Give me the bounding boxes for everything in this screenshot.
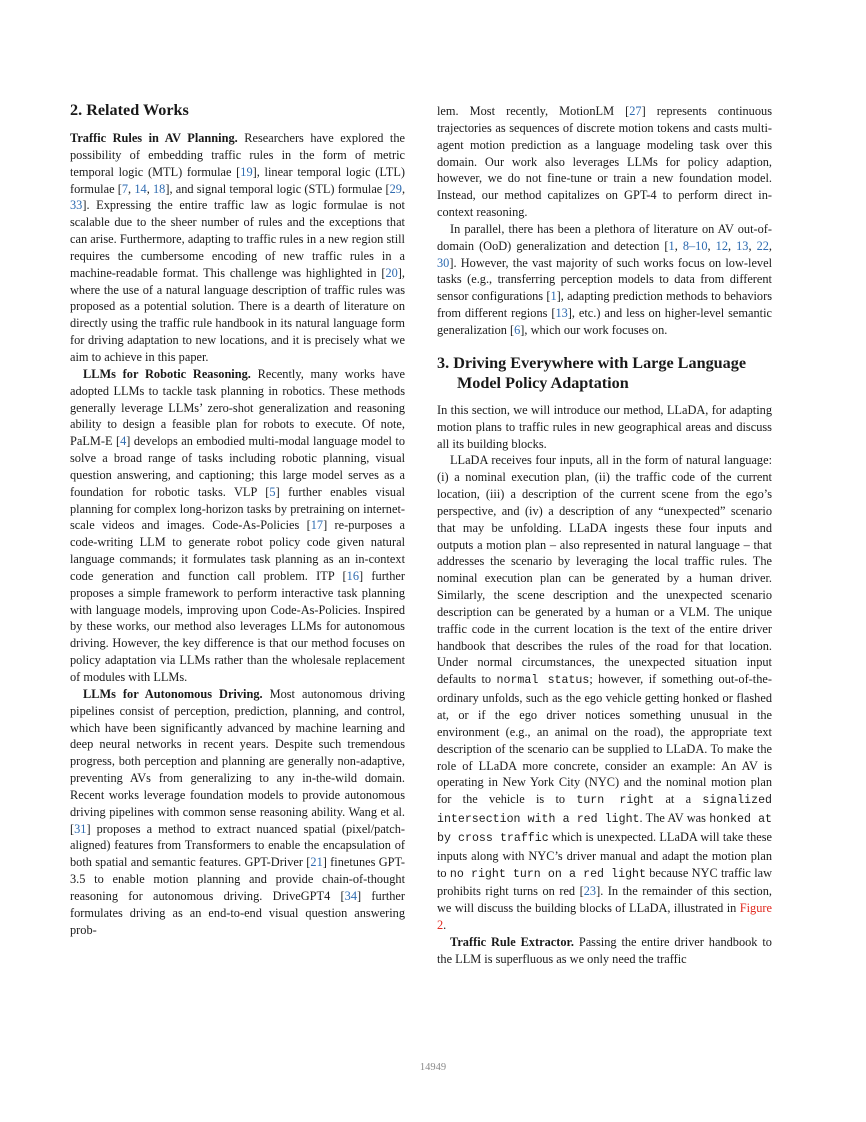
paragraph-traffic-rule-extractor <box>437 934 772 968</box>
citation-link[interactable]: 22 <box>756 238 769 253</box>
citation-link[interactable]: 14 <box>134 181 147 196</box>
code-honked-at: honked at by cross traffic <box>437 813 772 845</box>
text: lem. Most recently, MotionLM [ <box>437 104 630 118</box>
text: LLaDA receives four inputs, all in the form of natural language: (i) a nominal execution plan, (ii) the traffic code of the current location, (iii) a description of the current scene from the ego’s perspective, and (iv) a description of any “unexpected” scenario that may be unfolding. LLaDA ingests these four inputs and outputs a motion plan – also represented in natural language – that addresses the scenario by leveraging the local traffic rules. The nominal execution plan can be generated by a human driver. Similarly, the scene description and the unexpected scenario description can be generated by a human or a VLM. The unique traffic code in the current location is the text of the entire driver handbook that describes the rules of the road for that location. Under normal circumstances, the unexpected situation input defaults to <box>437 453 772 687</box>
text: Passing the entire driver handbook to the LLM is superfluous as we only need the traffic <box>437 934 772 966</box>
citation-range-dash: – <box>689 238 696 253</box>
citation-link[interactable]: 6 <box>514 322 521 337</box>
code-no-right-turn: no right turn on a red light <box>449 867 646 881</box>
text: Most autonomous driving pipelines consist of perception, prediction, planning, and control, which have been significantly advanced by machine learning and deep neural networks in recent years. Despite such tremendous progress, both perception and planning are generally non-adaptive, preventing AVs from generalizing to any in-the-wild domain. Recent works leverage foundation models to provide autonomous driving pipelines with common sense reasoning ability. Wang et al. [ <box>70 686 405 836</box>
text: ] further enables visual planning for complex long-horizon tasks by pretraining on internet-scale videos and images. Code-As-Policies [ <box>70 484 405 533</box>
text: at a <box>654 792 703 807</box>
citation-link[interactable]: 17 <box>310 518 324 533</box>
citation-link[interactable]: 16 <box>346 568 359 583</box>
paragraph-autonomous-driving <box>70 686 405 939</box>
runin-heading-traffic-rules: Traffic Rules in AV Planning. <box>70 131 238 145</box>
citation-link[interactable]: 30 <box>437 255 450 270</box>
section-2-heading: 2. Related Works <box>70 101 189 119</box>
citation-link[interactable]: 1 <box>550 289 557 304</box>
text: In parallel, there has been a plethora of literature on AV out-of-domain (OoD) generalization and detection [ <box>437 221 772 253</box>
citation-link[interactable]: 13 <box>555 306 568 321</box>
code-normal-status: normal status <box>496 674 590 688</box>
text: Recently, many works have adopted LLMs to tackle task planning in robotics. These methods generally leverage LLMs’ zero-shot generalization and reasoning ability to design a feasible plan for robots to execute. Of note, PaLM-E [ <box>70 366 405 449</box>
citation-link[interactable]: 7 <box>121 181 129 196</box>
text: . <box>443 918 447 933</box>
text: ; however, if something out-of-the-ordinary unfolds, such as the ego vehicle getting honked or flashed at, or if the ego driver notices something unusual in the environment (e.g., an animal on the road), the appropriate text description of the scenario can be supplied to LLaDA. To make the role of LLaDA more concrete, consider an example: An AV is operating in New York City (NYC) and the nominal motion plan for the vehicle is to <box>437 672 772 807</box>
citation-link[interactable]: 27 <box>629 104 642 118</box>
text: ], adapting prediction methods to behaviors from different regions [ <box>437 289 773 321</box>
text: ] further proposes a simple framework to perform interactive task planning with language models, improving upon Code-As-Policies. Inspired by these works, our method also leverages LLMs for autonomous driving. However, the key difference is that our method focuses on policy adaptation via LLMs rather than the wholesale replacement of modules with LLMs. <box>70 568 405 684</box>
page-number: 14949 <box>419 1062 447 1073</box>
text: ] develops an embodied multi-modal language model to solve a broad range of tasks including robotic planning, visual question answering, and captioning; this large model serves as a foundation for robotic tasks. VLP [ <box>70 434 405 499</box>
text: ], where the use of a natural language description of traffic rules was proposed as a potential solution. There is a dearth of literature on directly using the traffic rule handbook in its natural language form for driving adaptation to new locations, and it is precisely what we aim to achieve in this paper. <box>70 265 405 364</box>
runin-heading-traffic-rule-extractor: Traffic Rule Extractor. <box>450 934 574 949</box>
citation-link[interactable]: 13 <box>736 238 749 253</box>
paragraph-robotic-reasoning <box>70 366 405 686</box>
paragraph-llada-inputs <box>437 452 772 934</box>
text: ] finetunes GPT-3.5 to enable motion planning and provide chain-of-thought reasoning for autonomous driving. DriveGPT4 [ <box>70 855 405 903</box>
citation-link[interactable]: 19 <box>240 164 253 179</box>
text: ] further formulates driving as an end-to-end visual question answering prob- <box>70 888 406 937</box>
runin-heading-autonomous-driving: LLMs for Autonomous Driving. <box>83 686 263 701</box>
text: ] re-purposes a code-writing LLM to generate robot policy code given natural language commands; it formulates task planning as an in-context code generation and function call problem. ITP [ <box>70 518 405 583</box>
paragraph-section-intro: In this section, we will introduce our method, LLaDA, for adapting motion plans to traffic rules in new geographical areas and discuss all its building blocks. <box>437 402 772 451</box>
right-column <box>437 103 772 968</box>
text: ], etc.) and less on higher-level semantic generalization [ <box>437 306 772 337</box>
text: which is unexpected. LLaDA will take these inputs along with NYC’s driver manual and adapt the motion plan to <box>437 829 772 880</box>
left-column <box>70 100 405 939</box>
citation-link[interactable]: 20 <box>385 265 398 280</box>
text: ]. However, the vast majority of such works focus on low-level tasks (e.g., transferring perception models to data from different sensor configurations [ <box>437 255 772 304</box>
citation-link[interactable]: 21 <box>310 855 323 870</box>
paragraph-ood-generalization: In parallel, there has been a plethora of literature on AV out-of-domain (OoD) generalization and detection [1, 8–10, 12, 13, 22, 30]. However, the vast majority of such works focus on low-level tasks (e.g., transferring perception models to data from different sensor configurations [1], adapting prediction methods to behaviors from different regions [13], etc.) and less on higher-level semantic generalization [6], which our work focuses on. <box>437 221 773 337</box>
text: because NYC traffic law prohibits right turns on red [ <box>437 865 773 899</box>
code-turn-right: turn right <box>576 794 655 808</box>
citation-link[interactable]: 31 <box>74 821 87 836</box>
citation-link[interactable]: 10 <box>695 238 708 253</box>
paragraph-continuation <box>437 103 772 221</box>
citation-link[interactable]: 4 <box>120 434 127 449</box>
text: ], and signal temporal logic (STL) formulae [ <box>165 181 390 196</box>
citation-link[interactable]: 33 <box>70 198 83 213</box>
citation-link[interactable]: 34 <box>344 888 358 903</box>
section-3-heading: 3. Driving Everywhere with Large Language Model Policy Adaptation <box>437 353 747 393</box>
text: ], linear temporal logic (LTL) formulae [ <box>70 164 405 196</box>
citation-link[interactable]: 29 <box>389 181 402 196</box>
code-signalized-intersection: signalized intersection with a red light <box>437 794 772 827</box>
citation-link[interactable]: 5 <box>269 484 276 499</box>
text: Researchers have explored the possibility of embedding traffic rules in the form of metric temporal logic (MTL) formulae [ <box>70 131 405 179</box>
citation-link[interactable]: 12 <box>715 238 728 253</box>
citation-link[interactable]: 8 <box>682 238 689 253</box>
figure-2-link[interactable]: Figure 2 <box>437 901 772 933</box>
citation-link[interactable]: 18 <box>152 181 166 196</box>
text: ] proposes a method to extract nuanced spatial (pixel/patch-aligned) features from Transformers to enable the encapsulation of both spatial and semantic features. GPT-Driver [ <box>70 821 405 870</box>
citation-link[interactable]: 1 <box>668 238 675 253</box>
text: . The AV was <box>639 811 710 826</box>
text: ], which our work focuses on. <box>520 322 668 337</box>
text: ] represents continuous trajectories as sequences of discrete motion tokens and casts multi-agent motion prediction as a language modeling task over this domain. Our work also leverages LLMs for policy adaption, however, we do not fine-tune or train a new foundation model. Instead, our method capitalizes on GPT-4 to perform direct in-context reasoning. <box>437 104 772 220</box>
runin-heading-robotic-reasoning: LLMs for Robotic Reasoning. <box>83 366 251 381</box>
paragraph-traffic-rules: Traffic Rules in AV Planning. Researchers have explored the possibility of embedding traffic rules in the form of metric temporal logic (MTL) formulae [19], linear temporal logic (LTL) formulae [7, 14, 18], and signal temporal logic (STL) formulae [29, 33]. Expressing the entire traffic law as logic formulae is not scalable due to the sheer number of rules and the exceptions that can arise. Furthermore, adapting to traffic rules in a new region still requires the cumbersome encoding of new traffic rules in a machine-readable format. This challenge was highlighted in [20], where the use of a natural language description of traffic rules was proposed as a potential solution. There is a dearth of literature on directly using the traffic rule handbook in its natural language form for driving adaptation to new locations, and it is precisely what we aim to achieve in this paper. <box>70 131 406 364</box>
text: ]. Expressing the entire traffic law as logic formulae is not scalable due to the sheer number of rules and the exceptions that can arise. Furthermore, adapting to traffic rules in a new region still requires the cumbersome encoding of new traffic rules in a machine-readable format. This challenge was highlighted in [ <box>70 198 405 280</box>
text: ]. In the remainder of this section, we will discuss the building blocks of LLaDA, illustrated in <box>437 884 772 916</box>
citation-link[interactable]: 23 <box>583 884 597 899</box>
